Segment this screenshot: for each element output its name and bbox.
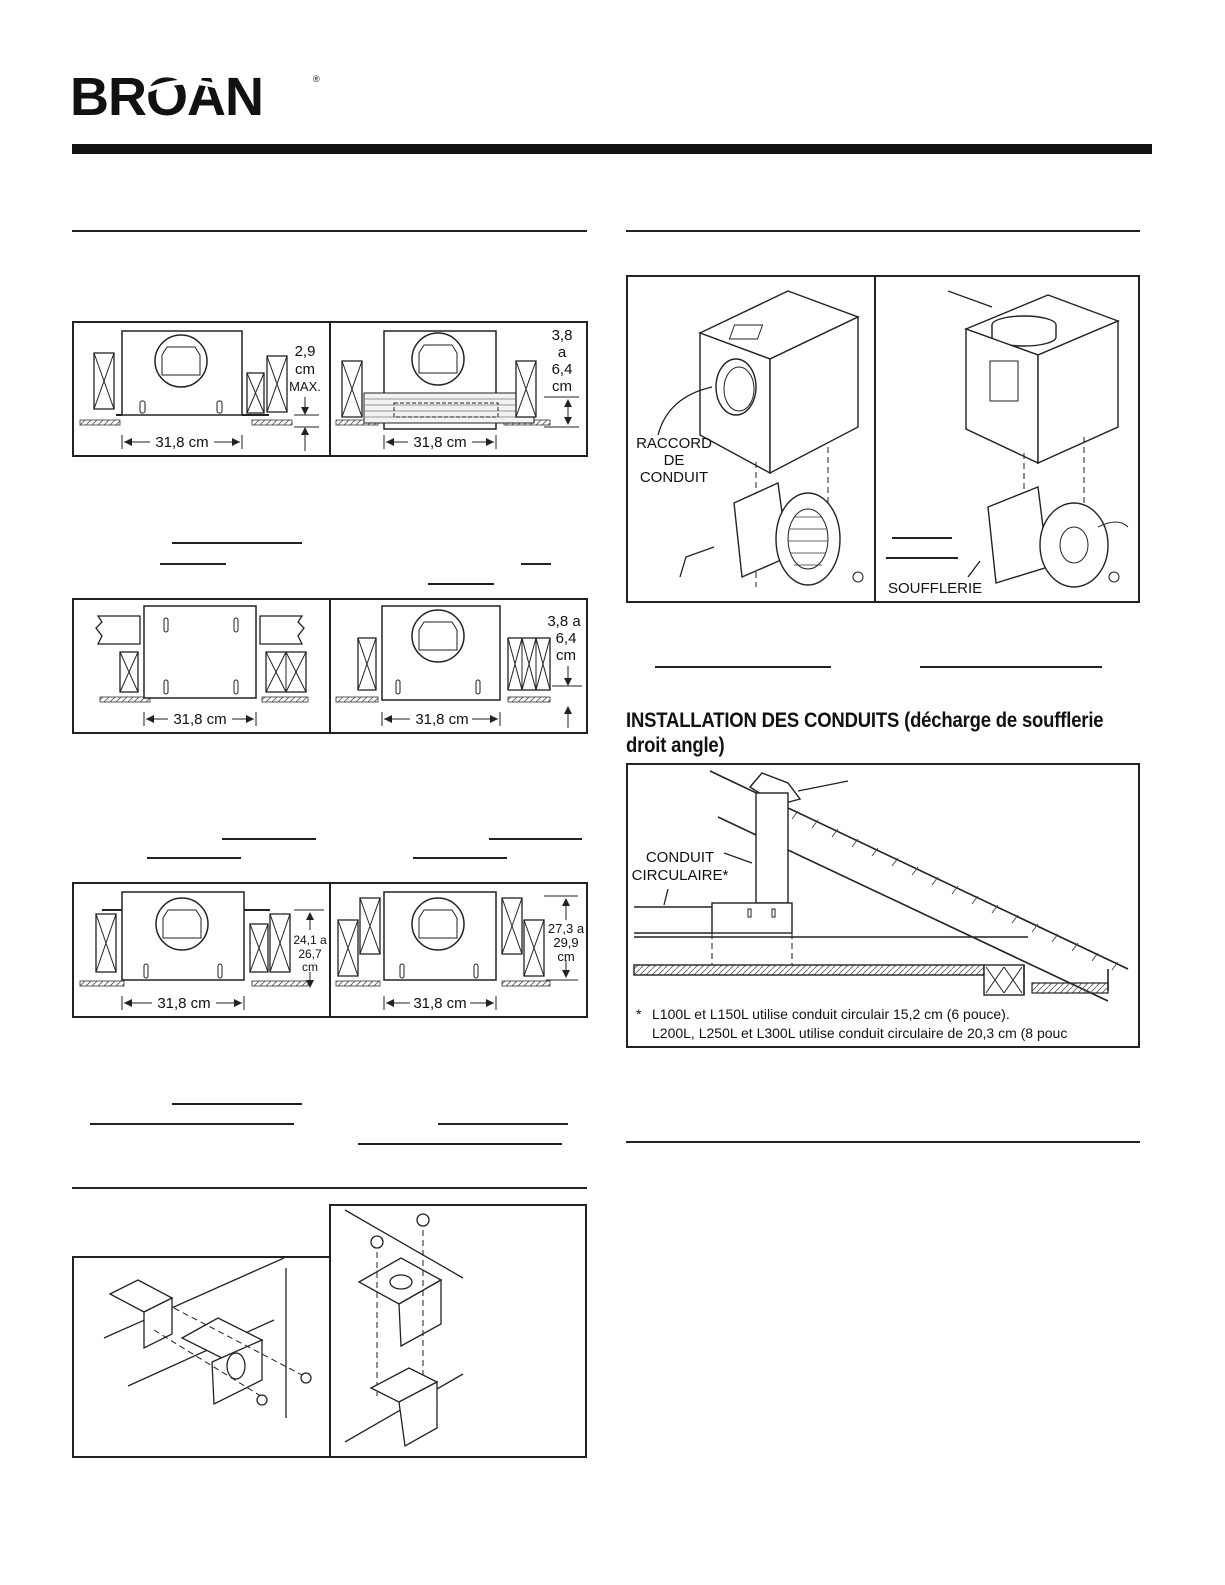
underline xyxy=(438,1123,568,1125)
section-rule-top-right xyxy=(626,230,1140,232)
raccord-label-1: RACCORD xyxy=(636,435,712,452)
underline xyxy=(655,666,831,668)
clearance-c xyxy=(96,606,308,728)
height-label-1: 3,8 a xyxy=(547,613,581,630)
section-rule-bottom-left xyxy=(72,1187,587,1189)
duct-installation-heading: INSTALLATION DES CONDUITS (décharge de soufflerie droit angle) xyxy=(626,709,1104,757)
blower-figure xyxy=(626,275,1140,603)
bracket-figure-right xyxy=(329,1204,587,1458)
width-label: 31,8 cm xyxy=(413,995,467,1012)
underline xyxy=(222,838,316,840)
underline xyxy=(172,542,302,544)
height-label-2: cm xyxy=(295,361,315,378)
conduit-label-1: CONDUIT xyxy=(645,849,715,866)
height-label-1: 3,8 xyxy=(551,327,573,344)
height-label-2: 29,9 xyxy=(553,935,579,950)
underline xyxy=(172,1103,302,1105)
height-label-2: a xyxy=(557,344,567,361)
footnote-marker: * xyxy=(636,1006,642,1022)
height-label-2: 6,4 xyxy=(555,630,577,647)
raccord-label-2: DE xyxy=(663,452,685,469)
brand-name: BROAN xyxy=(70,68,263,124)
underline xyxy=(413,857,507,859)
duct-installation-figure xyxy=(626,763,1140,1048)
clearance-figure-row-1 xyxy=(72,321,588,457)
width-label: 31,8 cm xyxy=(157,995,211,1012)
height-label-3: 6,4 xyxy=(551,361,573,378)
broan-logo xyxy=(70,68,330,124)
footnote-line-1: L100L et L150L utilise conduit circulair 15,2 cm (6 pouce). xyxy=(652,1006,1010,1022)
conduit-label-2: CIRCULAIRE* xyxy=(631,867,729,884)
underline xyxy=(521,563,551,565)
underline xyxy=(920,666,1102,668)
clearance-f xyxy=(336,892,585,1012)
height-label-1: 27,3 a xyxy=(547,921,585,936)
underline xyxy=(892,537,952,539)
footnote-line-2: L200L, L250L et L300L utilise conduit circulaire de 20,3 cm (8 pouc xyxy=(652,1025,1068,1041)
clearance-figure-row-2 xyxy=(72,598,588,734)
clearance-d xyxy=(336,606,582,728)
clearance-e xyxy=(80,892,327,1012)
width-label: 31,8 cm xyxy=(415,711,469,728)
height-label-3: cm xyxy=(557,949,575,964)
blower-left xyxy=(636,291,863,587)
width-label: 31,8 cm xyxy=(155,434,209,451)
soufflerie-label: SOUFFLERIE xyxy=(888,580,983,597)
width-label: 31,8 cm xyxy=(173,711,227,728)
clearance-b xyxy=(336,327,579,451)
registered-mark: ® xyxy=(313,74,320,84)
height-label-2: 26,7 xyxy=(298,947,322,961)
height-label-1: 24,1 a xyxy=(293,933,327,947)
section-rule-top-left xyxy=(72,230,587,232)
underline xyxy=(147,857,241,859)
section-rule-bottom-right xyxy=(626,1141,1140,1143)
bracket-figure-left xyxy=(72,1256,332,1458)
height-label-3: cm xyxy=(302,960,318,974)
width-label: 31,8 cm xyxy=(413,434,467,451)
raccord-label-3: CONDUIT xyxy=(639,469,709,486)
clearance-a xyxy=(80,331,321,451)
header-bar xyxy=(72,144,1152,154)
underline xyxy=(90,1123,294,1125)
blower-right xyxy=(888,291,1128,597)
height-label-1: 2,9 xyxy=(294,343,316,360)
underline xyxy=(886,557,958,559)
underline xyxy=(160,563,226,565)
clearance-figure-row-3 xyxy=(72,882,588,1018)
height-label-4: cm xyxy=(552,378,572,395)
underline xyxy=(489,838,582,840)
underline xyxy=(428,583,494,585)
height-label-3: cm xyxy=(556,647,576,664)
height-label-3: MAX. xyxy=(289,379,321,394)
underline xyxy=(358,1143,562,1145)
